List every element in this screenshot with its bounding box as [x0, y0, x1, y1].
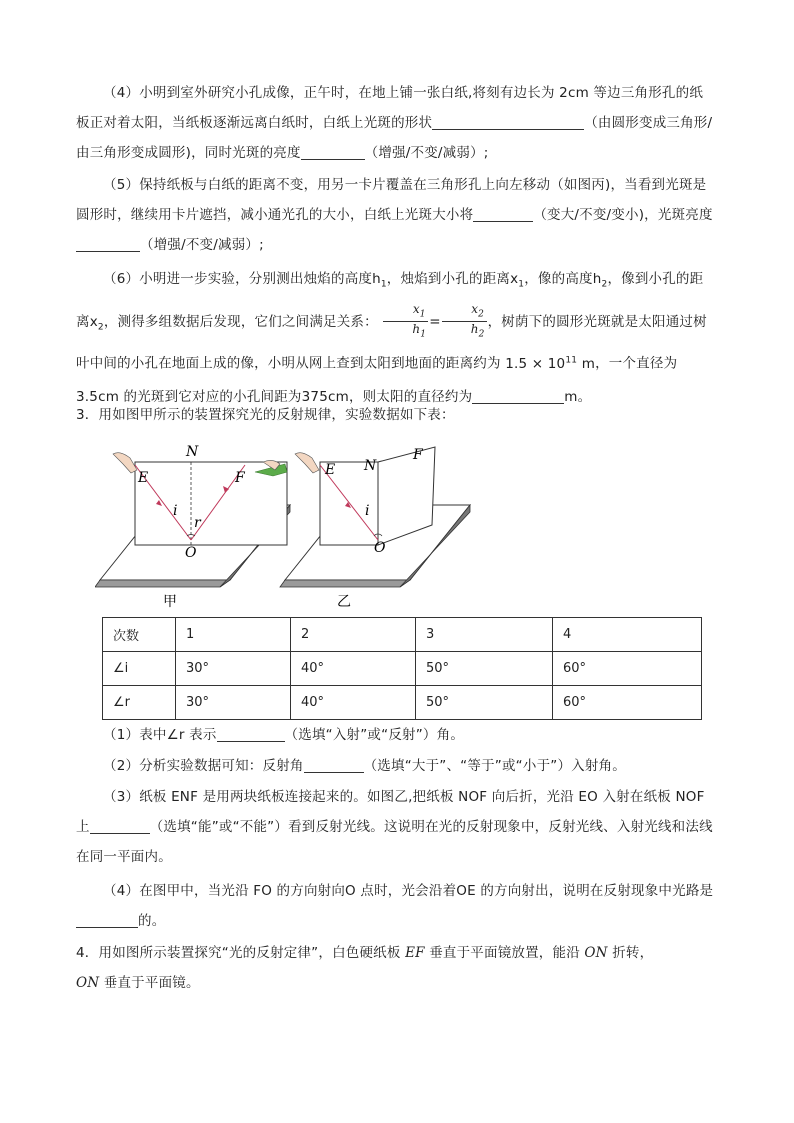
figure-jia — [95, 444, 290, 587]
label-f: F — [235, 470, 245, 486]
answer-blank[interactable] — [76, 235, 140, 252]
table-header-row: 次数 1 2 3 4 — [103, 618, 702, 652]
answer-blank[interactable] — [76, 911, 138, 928]
q2-item5: （5）保持纸板与白纸的距离不变，用另一卡片覆盖在三角形孔上向左移动（如图丙)，当看到光斑是圆形时，继续用卡片遮挡，减小通光孔的大小，白纸上光斑大小将 （变大/不变/变小)，光斑亮度（增强/不变/减弱）; — [76, 177, 713, 253]
table-row: ∠i 30° 40° 50° 60° — [103, 652, 702, 686]
answer-blank[interactable] — [304, 756, 364, 773]
sun-distance: $1.5 \times 10^{11}$ m — [505, 355, 596, 372]
label-e: E — [325, 462, 336, 478]
label-o: O — [185, 545, 197, 561]
label-n: N — [364, 458, 377, 474]
caption-yi: 乙 — [337, 594, 351, 610]
q2-item4: （4）小明到室外研究小孔成像，正午时，在地上铺一张白纸,将刻有边长为 2cm 等边三角形孔的纸板正对着太阳，当纸板逐渐远离白纸时，白纸上光斑的形状 （由圆形变成三角形/由三角形变成圆形)，同时光斑的亮度 （增强/不变/减弱）; — [76, 85, 713, 161]
q4-stem: 4．用如图所示装置探究“光的反射定律”，白色硬纸板 EF 垂直于平面镜放置，能沿 ON 折转， ON 垂直于平面镜。 — [76, 945, 654, 991]
label-f: F — [413, 447, 423, 463]
answer-blank[interactable] — [473, 205, 533, 222]
table-row: ∠r 30° 40° 50° 60° — [103, 686, 702, 720]
q3-sub1: （1）表中∠r 表示 （选填“入射”或“反射”）角。 — [103, 727, 465, 743]
label-r: r — [194, 515, 201, 531]
label-n: N — [186, 444, 199, 460]
answer-blank[interactable] — [301, 143, 365, 160]
answer-blank[interactable] — [90, 817, 150, 834]
q2-item6: （6）小明进一步实验，分别测出烛焰的高度$h_1$，烛焰到小孔的距离$x_1$，像的高度$h_2$，像到小孔的距离$x_2$，测得多组数据后发现，它们之间满足关系： $\frac{x_1}{h_1}$ = $\frac{x_2}{h_2}$ ，树荫下的圆形光斑就是太阳通过树叶中间的小孔在地面上成的像，小明从网上查到太阳到地面的距离约为 $1.5 \times 10^{11}$ m，一个直径为 3.5cm 的光斑到它对应的小孔间距为375cm，则太阳的直径约为 m。 — [76, 271, 707, 405]
q3-sub2: （2）分析实验数据可知：反射角 （选填“大于”、“等于”或“小于”）入射角。 — [103, 758, 626, 774]
fraction-x1-h1: $\frac{x_1}{h_1}$ — [383, 302, 428, 342]
data-table — [102, 617, 702, 720]
caption-jia: 甲 — [163, 594, 177, 610]
q3-sub4: （4）在图甲中，当光沿 FO 的方向射向O 点时，光会沿着OE 的方向射出，说明在反射现象中光路是的。 — [76, 876, 716, 936]
label-i: i — [173, 503, 178, 519]
figure-yi — [280, 447, 470, 587]
q3-sub3: （3）纸板 ENF 是用两块纸板连接起来的。如图乙,把纸板 NOF 向后折，光沿 EO 入射在纸板 NOF 上 （选填“能”或“不能”）看到反射光线。这说明在光的反射现象中，反射光线、入射光线和法线在同一平面内。 — [76, 789, 713, 865]
q3-stem: 3．用如图甲所示的装置探究光的反射规律，实验数据如下表： — [76, 407, 455, 423]
label-e: E — [138, 470, 149, 486]
label-i: i — [365, 503, 370, 519]
reflection-figure — [95, 440, 485, 615]
answer-blank[interactable] — [432, 113, 584, 130]
fraction-x2-h2: $\frac{x_2}{h_2}$ — [442, 302, 487, 342]
label-o: O — [374, 540, 386, 556]
answer-blank[interactable] — [217, 725, 285, 742]
